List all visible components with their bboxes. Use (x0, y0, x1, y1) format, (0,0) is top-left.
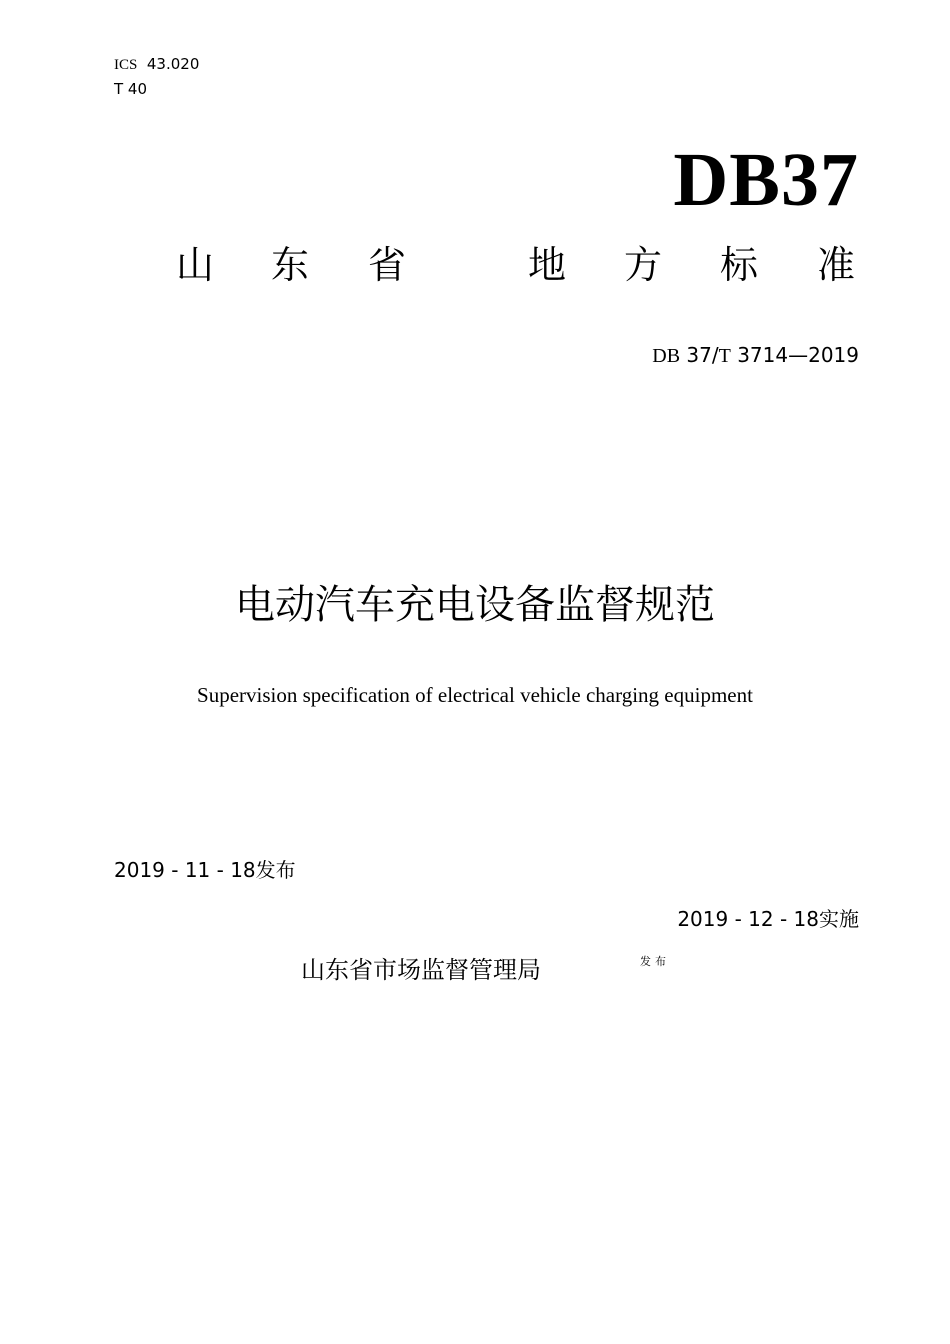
publish-mark: 发布 (640, 955, 670, 968)
issuing-authority: 山东省市场监督管理局 (301, 956, 541, 984)
standard-type-char: 山 (176, 243, 215, 287)
standard-type-char: 地 (528, 243, 567, 287)
standard-number-province: 37/ (680, 343, 719, 367)
classification-code: T 40 (114, 80, 148, 98)
document-title-chinese: 电动汽车充电设备监督规范 (235, 582, 715, 628)
db37-logo: DB37 (673, 138, 859, 222)
standard-type-char: 方 (624, 243, 663, 287)
standard-type-char: 准 (817, 243, 856, 287)
ics-code-line (114, 55, 199, 74)
implementation-date: 2019 - 12 - 18实施 (677, 907, 859, 931)
standard-type-char: 标 (720, 243, 759, 287)
standard-number-t: T (718, 345, 731, 367)
ics-prefix: ICS (114, 57, 138, 73)
standard-number-code: 3714—2019 (730, 343, 859, 367)
document-title-english: Supervision specification of electrical vehicle charging equipment (197, 683, 753, 707)
issue-date: 2019 - 11 - 18发布 (114, 858, 296, 882)
standard-number (652, 342, 859, 369)
standard-type-char: 省 (368, 243, 407, 287)
standard-number-db: DB (652, 345, 681, 367)
ics-code: 43.020 (146, 55, 200, 73)
standard-type-char: 东 (271, 243, 310, 287)
